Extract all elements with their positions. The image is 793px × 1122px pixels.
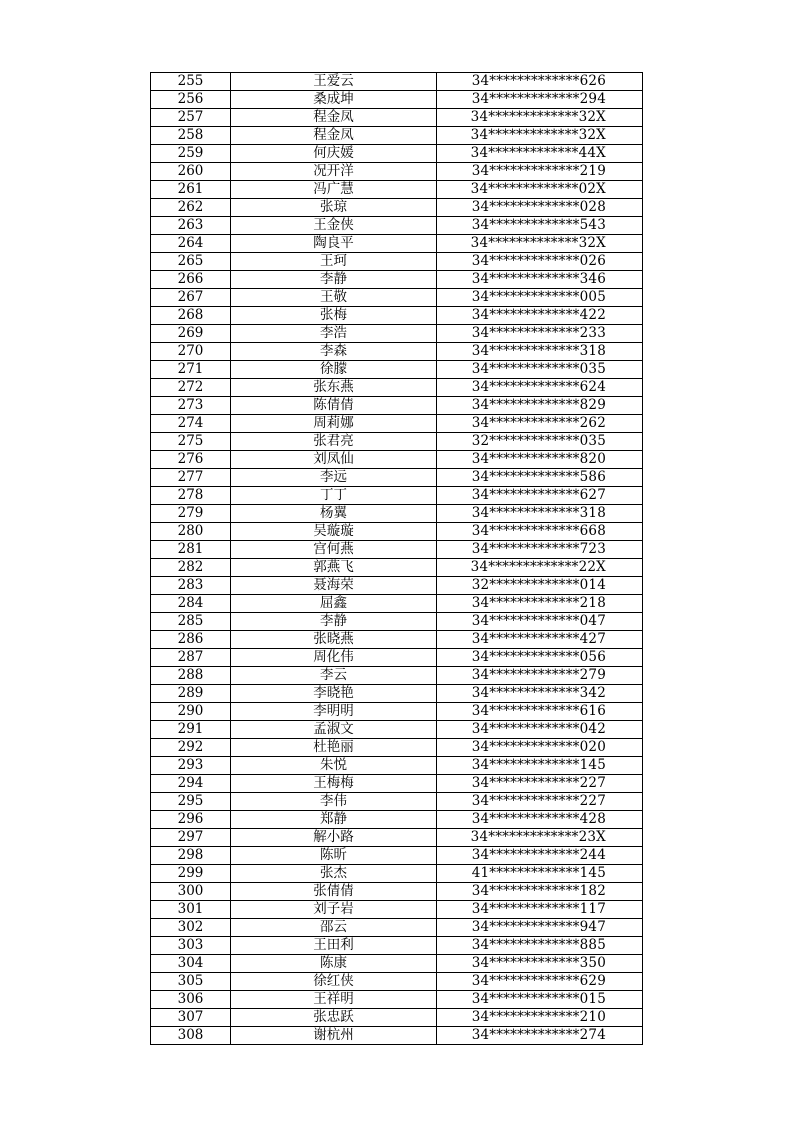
row-number-cell: 298: [151, 847, 231, 865]
id-number-cell: 34*************829: [437, 397, 643, 415]
person-name-cell: 李浩: [231, 325, 437, 343]
id-number-cell: 34*************626: [437, 73, 643, 91]
row-number-cell: 264: [151, 235, 231, 253]
person-name-cell: 李静: [231, 271, 437, 289]
table-row: [151, 793, 643, 811]
table-row: [151, 145, 643, 163]
id-number-cell: 34*************616: [437, 703, 643, 721]
table-row: [151, 505, 643, 523]
table-row: [151, 883, 643, 901]
id-number-cell: 34*************947: [437, 919, 643, 937]
id-number-cell: 34*************02X: [437, 181, 643, 199]
table-row: [151, 487, 643, 505]
person-name-cell: 王祥明: [231, 991, 437, 1009]
id-number-cell: 34*************117: [437, 901, 643, 919]
person-name-cell: 张杰: [231, 865, 437, 883]
row-number-cell: 304: [151, 955, 231, 973]
row-number-cell: 281: [151, 541, 231, 559]
id-number-cell: 34*************422: [437, 307, 643, 325]
person-name-cell: 李静: [231, 613, 437, 631]
table-row: [151, 433, 643, 451]
person-name-cell: 朱悦: [231, 757, 437, 775]
id-number-cell: 34*************627: [437, 487, 643, 505]
table-row: [151, 163, 643, 181]
person-name-cell: 解小路: [231, 829, 437, 847]
row-number-cell: 265: [151, 253, 231, 271]
person-name-cell: 郭燕飞: [231, 559, 437, 577]
id-number-cell: 34*************047: [437, 613, 643, 631]
id-number-cell: 34*************233: [437, 325, 643, 343]
table-row: [151, 919, 643, 937]
row-number-cell: 307: [151, 1009, 231, 1027]
row-number-cell: 278: [151, 487, 231, 505]
row-number-cell: 280: [151, 523, 231, 541]
id-number-cell: 34*************218: [437, 595, 643, 613]
row-number-cell: 256: [151, 91, 231, 109]
row-number-cell: 296: [151, 811, 231, 829]
row-number-cell: 274: [151, 415, 231, 433]
row-number-cell: 297: [151, 829, 231, 847]
table-row: [151, 775, 643, 793]
table-row: [151, 253, 643, 271]
row-number-cell: 287: [151, 649, 231, 667]
table-row: [151, 73, 643, 91]
table-row: [151, 307, 643, 325]
table-row: [151, 685, 643, 703]
person-name-cell: 张君亮: [231, 433, 437, 451]
table-row: [151, 379, 643, 397]
table-row: [151, 91, 643, 109]
row-number-cell: 305: [151, 973, 231, 991]
id-number-cell: 34*************244: [437, 847, 643, 865]
table-row: [151, 577, 643, 595]
person-name-cell: 王敬: [231, 289, 437, 307]
table-row: [151, 757, 643, 775]
row-number-cell: 273: [151, 397, 231, 415]
row-number-cell: 300: [151, 883, 231, 901]
row-number-cell: 291: [151, 721, 231, 739]
id-number-cell: 34*************427: [437, 631, 643, 649]
id-number-cell: 34*************428: [437, 811, 643, 829]
row-number-cell: 268: [151, 307, 231, 325]
person-name-cell: 刘凤仙: [231, 451, 437, 469]
person-name-cell: 杜艳丽: [231, 739, 437, 757]
row-number-cell: 266: [151, 271, 231, 289]
row-number-cell: 308: [151, 1027, 231, 1045]
id-number-cell: 34*************342: [437, 685, 643, 703]
table-row: [151, 973, 643, 991]
table-row: [151, 451, 643, 469]
person-name-cell: 桑成坤: [231, 91, 437, 109]
row-number-cell: 260: [151, 163, 231, 181]
row-number-cell: 284: [151, 595, 231, 613]
id-number-cell: 34*************026: [437, 253, 643, 271]
table-row: [151, 703, 643, 721]
person-name-cell: 冯广慧: [231, 181, 437, 199]
id-number-cell: 34*************005: [437, 289, 643, 307]
row-number-cell: 289: [151, 685, 231, 703]
person-name-cell: 张倩倩: [231, 883, 437, 901]
person-name-cell: 陶良平: [231, 235, 437, 253]
person-name-cell: 张晓燕: [231, 631, 437, 649]
person-name-cell: 王梅梅: [231, 775, 437, 793]
id-number-cell: 34*************629: [437, 973, 643, 991]
row-number-cell: 303: [151, 937, 231, 955]
person-name-cell: 邵云: [231, 919, 437, 937]
person-name-cell: 徐红侠: [231, 973, 437, 991]
id-number-cell: 34*************346: [437, 271, 643, 289]
person-name-cell: 谢杭州: [231, 1027, 437, 1045]
person-name-cell: 李伟: [231, 793, 437, 811]
row-number-cell: 269: [151, 325, 231, 343]
table-row: [151, 1009, 643, 1027]
person-name-cell: 张琼: [231, 199, 437, 217]
table-row: [151, 811, 643, 829]
row-number-cell: 261: [151, 181, 231, 199]
id-number-cell: 34*************820: [437, 451, 643, 469]
person-name-cell: 程金凤: [231, 127, 437, 145]
table-row: [151, 181, 643, 199]
person-name-cell: 刘子岩: [231, 901, 437, 919]
person-name-cell: 程金凤: [231, 109, 437, 127]
id-number-cell: 41*************145: [437, 865, 643, 883]
table-row: [151, 325, 643, 343]
id-number-cell: 34*************227: [437, 793, 643, 811]
id-number-cell: 34*************015: [437, 991, 643, 1009]
id-number-cell: 34*************262: [437, 415, 643, 433]
id-number-cell: 34*************586: [437, 469, 643, 487]
table-row: [151, 289, 643, 307]
table-row: [151, 829, 643, 847]
row-number-cell: 272: [151, 379, 231, 397]
person-name-cell: 王田利: [231, 937, 437, 955]
table-row: [151, 667, 643, 685]
id-number-cell: 34*************668: [437, 523, 643, 541]
table-row: [151, 991, 643, 1009]
id-number-cell: 34*************294: [437, 91, 643, 109]
roster-sheet: [150, 72, 642, 1045]
person-name-cell: 杨翼: [231, 505, 437, 523]
id-number-cell: 34*************056: [437, 649, 643, 667]
table-row: [151, 937, 643, 955]
roster-body: [151, 73, 643, 1045]
person-name-cell: 吴璇璇: [231, 523, 437, 541]
table-row: [151, 865, 643, 883]
table-row: [151, 541, 643, 559]
person-name-cell: 李晓艳: [231, 685, 437, 703]
row-number-cell: 302: [151, 919, 231, 937]
row-number-cell: 290: [151, 703, 231, 721]
row-number-cell: 271: [151, 361, 231, 379]
row-number-cell: 257: [151, 109, 231, 127]
person-name-cell: 周莉娜: [231, 415, 437, 433]
person-name-cell: 何庆媛: [231, 145, 437, 163]
table-row: [151, 343, 643, 361]
row-number-cell: 275: [151, 433, 231, 451]
person-name-cell: 丁丁: [231, 487, 437, 505]
table-row: [151, 739, 643, 757]
id-number-cell: 34*************885: [437, 937, 643, 955]
person-name-cell: 况开洋: [231, 163, 437, 181]
row-number-cell: 263: [151, 217, 231, 235]
table-row: [151, 109, 643, 127]
table-row: [151, 415, 643, 433]
id-number-cell: 34*************279: [437, 667, 643, 685]
row-number-cell: 299: [151, 865, 231, 883]
person-name-cell: 李云: [231, 667, 437, 685]
row-number-cell: 306: [151, 991, 231, 1009]
row-number-cell: 279: [151, 505, 231, 523]
id-number-cell: 34*************210: [437, 1009, 643, 1027]
person-name-cell: 陈昕: [231, 847, 437, 865]
id-number-cell: 34*************035: [437, 361, 643, 379]
table-row: [151, 559, 643, 577]
table-row: [151, 235, 643, 253]
person-name-cell: 王珂: [231, 253, 437, 271]
id-number-cell: 34*************32X: [437, 127, 643, 145]
table-row: [151, 595, 643, 613]
person-name-cell: 李明明: [231, 703, 437, 721]
row-number-cell: 267: [151, 289, 231, 307]
id-number-cell: 34*************44X: [437, 145, 643, 163]
id-number-cell: 34*************32X: [437, 235, 643, 253]
id-number-cell: 34*************042: [437, 721, 643, 739]
row-number-cell: 301: [151, 901, 231, 919]
table-row: [151, 523, 643, 541]
table-row: [151, 901, 643, 919]
person-name-cell: 聂海荣: [231, 577, 437, 595]
roster-table: [150, 72, 643, 1045]
row-number-cell: 282: [151, 559, 231, 577]
table-row: [151, 217, 643, 235]
person-name-cell: 周化伟: [231, 649, 437, 667]
table-row: [151, 649, 643, 667]
id-number-cell: 34*************145: [437, 757, 643, 775]
person-name-cell: 李森: [231, 343, 437, 361]
id-number-cell: 34*************274: [437, 1027, 643, 1045]
row-number-cell: 258: [151, 127, 231, 145]
table-row: [151, 199, 643, 217]
id-number-cell: 34*************318: [437, 343, 643, 361]
person-name-cell: 陈倩倩: [231, 397, 437, 415]
table-row: [151, 847, 643, 865]
id-number-cell: 34*************028: [437, 199, 643, 217]
row-number-cell: 276: [151, 451, 231, 469]
id-number-cell: 34*************23X: [437, 829, 643, 847]
row-number-cell: 294: [151, 775, 231, 793]
table-row: [151, 397, 643, 415]
row-number-cell: 286: [151, 631, 231, 649]
table-row: [151, 1027, 643, 1045]
table-row: [151, 127, 643, 145]
id-number-cell: 32*************035: [437, 433, 643, 451]
row-number-cell: 292: [151, 739, 231, 757]
id-number-cell: 32*************014: [437, 577, 643, 595]
row-number-cell: 283: [151, 577, 231, 595]
person-name-cell: 孟淑文: [231, 721, 437, 739]
table-row: [151, 361, 643, 379]
table-row: [151, 955, 643, 973]
row-number-cell: 255: [151, 73, 231, 91]
id-number-cell: 34*************182: [437, 883, 643, 901]
person-name-cell: 李远: [231, 469, 437, 487]
row-number-cell: 259: [151, 145, 231, 163]
id-number-cell: 34*************22X: [437, 559, 643, 577]
id-number-cell: 34*************020: [437, 739, 643, 757]
id-number-cell: 34*************32X: [437, 109, 643, 127]
table-row: [151, 271, 643, 289]
person-name-cell: 张东燕: [231, 379, 437, 397]
id-number-cell: 34*************624: [437, 379, 643, 397]
table-row: [151, 631, 643, 649]
person-name-cell: 宫何燕: [231, 541, 437, 559]
id-number-cell: 34*************350: [437, 955, 643, 973]
person-name-cell: 屈鑫: [231, 595, 437, 613]
id-number-cell: 34*************723: [437, 541, 643, 559]
row-number-cell: 293: [151, 757, 231, 775]
row-number-cell: 288: [151, 667, 231, 685]
person-name-cell: 陈康: [231, 955, 437, 973]
id-number-cell: 34*************543: [437, 217, 643, 235]
table-row: [151, 613, 643, 631]
person-name-cell: 徐朦: [231, 361, 437, 379]
id-number-cell: 34*************318: [437, 505, 643, 523]
table-row: [151, 469, 643, 487]
table-row: [151, 721, 643, 739]
person-name-cell: 张梅: [231, 307, 437, 325]
row-number-cell: 295: [151, 793, 231, 811]
person-name-cell: 张忠跃: [231, 1009, 437, 1027]
id-number-cell: 34*************219: [437, 163, 643, 181]
row-number-cell: 277: [151, 469, 231, 487]
person-name-cell: 王金侠: [231, 217, 437, 235]
row-number-cell: 262: [151, 199, 231, 217]
person-name-cell: 郑静: [231, 811, 437, 829]
person-name-cell: 王爱云: [231, 73, 437, 91]
id-number-cell: 34*************227: [437, 775, 643, 793]
row-number-cell: 270: [151, 343, 231, 361]
row-number-cell: 285: [151, 613, 231, 631]
